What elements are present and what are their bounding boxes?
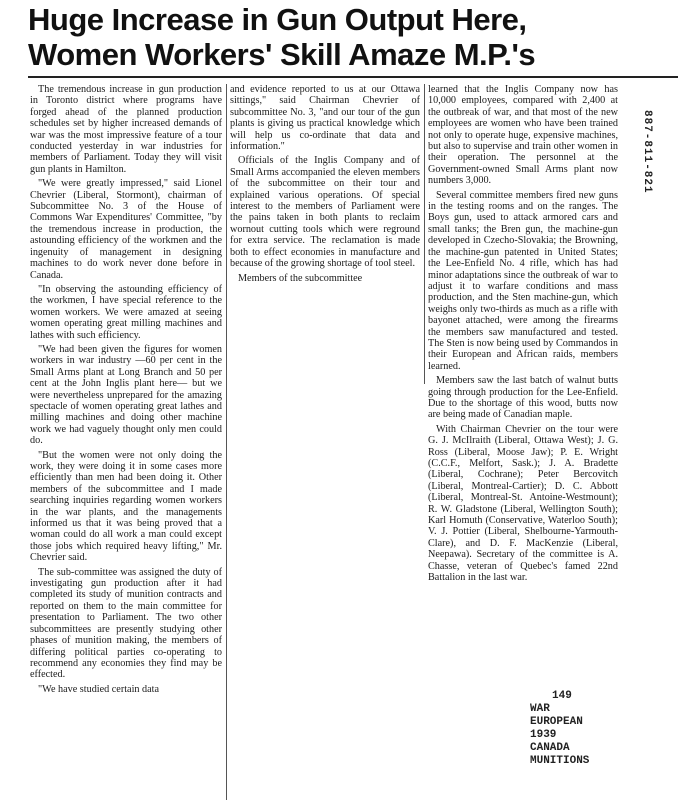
paragraph: Members of the subcommittee xyxy=(238,272,363,284)
paragraph: Officials of the Inglis Company and of Small Arms accompanied the eleven members of the subcommittee on their tour and explained various operations. Of special interest to the members of Parliament were the pains taken in both plants to reclaim wornout cutting tools which were reground for extra service. The reclamation is made both to effect economies in manufacture and because of the growing shortage of tool steel. xyxy=(230,155,420,270)
stamp-line: 1939 xyxy=(530,729,557,741)
archive-number: 887-811-821 xyxy=(641,110,653,194)
stamp-line: CANADA xyxy=(530,742,570,754)
article-column-1 xyxy=(30,84,222,800)
paragraph: "But the women were not only doing the work, they were doing it in some cases more efficiently than men had been doing it. Other members of the subcommittee and I made searching inquiries regarding women workers in the war plants, and the managements informed us that it was being proved that a woman could do all work a man could except those jobs which required heavy lifting," Mr. Chevrier said. xyxy=(30,449,222,564)
paragraph: "We had been given the figures for women workers in war industry —60 per cent in the Small Arms plant at Long Branch and 50 per cent at the John Inglis plant here— but we were nevertheless unprepared for the amazing spectacle of women operating great lathes and milling machines and doing other machine work we had vaguely thought only men could do. xyxy=(30,343,222,447)
headline-rule xyxy=(28,76,678,78)
stamp-line: EUROPEAN xyxy=(530,716,583,728)
paragraph: "In observing the astounding efficiency of the workmen, I have special reference to the women workers. We were amazed at seeing women operating great milling machines and lathes with such efficiency. xyxy=(30,283,222,341)
article-column-2 xyxy=(230,84,420,384)
paragraph: The sub-committee was assigned the duty of investigating gun production after it had completed its study of munition contracts and reported on them to the main committee for presentation to Parliament. The two other subcommittees are presently studying other phases of munition making, the members of differing political parties co-operating to recommend any economies they find may be effected. xyxy=(30,566,222,681)
paragraph: With Chairman Chevrier on the tour were G. J. McIlraith (Liberal, Ottawa West); J. G. Ross (Liberal, Moose Jaw); P. E. Wright (C.C.F., Melfort, Sask.); J. A. Bradette (Liberal, Cochrane); Peter Bercovitch (Liberal, Montreal-Cartier); D. C. Abbott (Liberal, Montreal-St. Antoine-Westmount); R. W. Gladstone (Liberal, Wellington South); Karl Homuth (Conservative, Waterloo South); V. J. Pottier (Liberal, Shelbourne-Yarmouth-Clare), and D. F. MacKenzie (Liberal, Neepawa). Secretary of the committee is A. Chasse, veteran of Quebec's famed 22nd Battalion in the last war. xyxy=(428,423,618,584)
stamp-line: WAR xyxy=(530,703,550,715)
paragraph: Members saw the last batch of walnut butts going through production for the Lee-Enfield. Due to the shortage of this wood, butts now are being made of Canadian maple. xyxy=(428,375,618,421)
paragraph: "We were greatly impressed," said Lionel Chevrier (Liberal, Stormont), chairman of Subcommittee No. 3 of the House of Commons War Expenditures' Committee, "by the tremendous increase in production, the astounding efficiency of the workmen and the ingenuity of management in designing machines to do work never done before in Canada. xyxy=(30,178,222,281)
paragraph: learned that the Inglis Company now has 10,000 employees, compared with 2,400 at the outbreak of war, and that most of the new employees are women who have been trained not only to operate huge, expensive machines, but also to supervise and train other women in their operation. The personnel at the Government-owned Small Arms plant now numbers 3,000. xyxy=(428,84,618,187)
stamp-line: MUNITIONS xyxy=(530,755,590,767)
stamp-line: 149 xyxy=(552,690,572,702)
headline xyxy=(28,2,688,72)
paragraph: "We have studied certain data xyxy=(38,683,160,695)
article-column-3 xyxy=(428,84,618,744)
paragraph: The tremendous increase in gun production in Toronto district where programs have forged ahead of the planned production schedules set by higher increased demands of war was the most impressive feature of a tour conducted yesterday in war industries for members of Parliament. Today they will visit gun plants in Hamilton. xyxy=(30,84,222,175)
index-stamp xyxy=(530,690,680,768)
paragraph: Several committee members fired new guns in the testing rooms and on the ranges. The Boys gun, used to attack armored cars and small tanks; the Bren gun, the machine-gun developed in Czecho-Slovakia; the Browning, the machine-gun patented in United States; the Lee-Enfield No. 4 rifle, which has had minor adaptations since the outbreak of war to adjust it to warfare conditions and mass production, and the Sten machine-gun, which weighs only two-thirds as much as a rifle with bayonet attached, were among the firearms the members saw manufactured and tested. The Sten is now being used by Commandos in their European and African raids, members learned. xyxy=(428,189,618,372)
paragraph: and evidence reported to us at our Ottawa sittings," said Chairman Chevrier of subcommittee No. 3, "and our tour of the gun plants is giving us practical knowledge which will help us co-ordinate that data and information." xyxy=(230,84,420,153)
headline-line-2: Women Workers' Skill Amaze M.P.'s xyxy=(28,37,536,72)
headline-line-1: Huge Increase in Gun Output Here, xyxy=(28,2,527,37)
column-divider-1 xyxy=(226,84,227,800)
column-divider-2 xyxy=(424,84,425,384)
